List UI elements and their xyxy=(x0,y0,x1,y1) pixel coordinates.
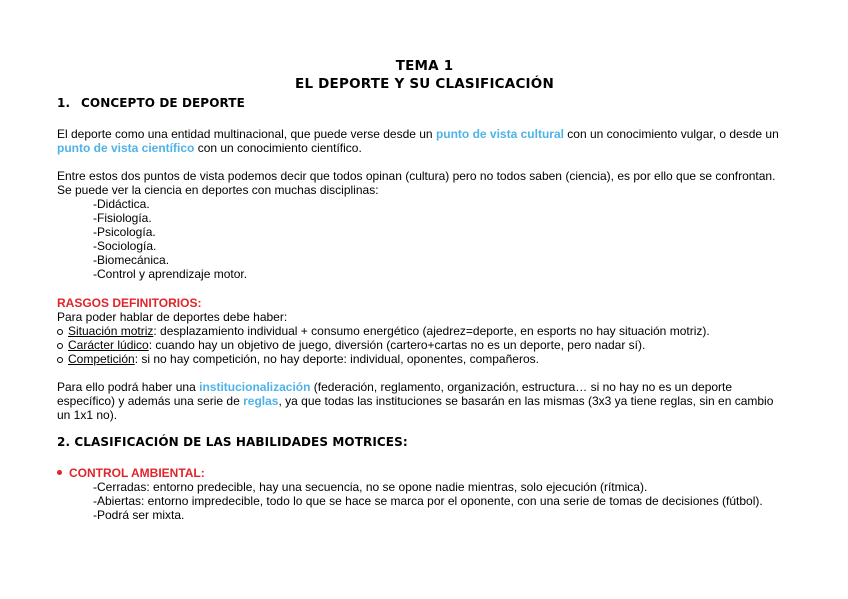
rasgo-item xyxy=(57,338,645,352)
p3-highlight-reglas: reglas xyxy=(243,394,279,408)
discipline-item: -Sociología. xyxy=(93,239,157,253)
p1-line1 xyxy=(57,127,779,141)
p1-text-c: con un conocimiento científico. xyxy=(194,141,362,155)
p3-text-a: Para ello podrá haber una xyxy=(57,380,200,394)
control-item: -Podrá ser mixta. xyxy=(93,508,185,522)
circle-bullet-icon xyxy=(57,357,63,363)
rasgos-intro: Para poder hablar de deportes debe haber: xyxy=(57,310,288,324)
control-heading xyxy=(57,466,205,480)
discipline-item: -Fisiología. xyxy=(93,211,152,225)
p3-text-d: , ya que todas las instituciones se basarán en las mismas (3x3 ya tiene reglas, sin en cambio xyxy=(278,394,774,408)
rasgo-text: : cuando hay un objetivo de juego, diversión (cartero+cartas no es un deporte, pero nadar sí). xyxy=(148,338,646,352)
p3-text-c: específico) y además una serie de xyxy=(57,394,244,408)
circle-bullet-icon xyxy=(57,329,63,335)
discipline-item: -Control y aprendizaje motor. xyxy=(93,267,248,281)
p2-line1: Entre estos dos puntos de vista podemos decir que todos opinan (cultura) pero no todos saben (ciencia), es por ello que se confrontan. xyxy=(57,169,776,183)
section1-heading: CONCEPTO DE DEPORTE xyxy=(81,96,245,110)
section1-number: 1. xyxy=(57,96,71,110)
p2-line2: Se puede ver la ciencia en deportes con muchas disciplinas: xyxy=(57,183,379,197)
rasgo-term: Carácter lúdico xyxy=(68,338,149,352)
discipline-item: -Didáctica. xyxy=(93,197,150,211)
rasgo-term: Competición xyxy=(68,352,135,366)
p1-text-b: con un conocimiento vulgar, o desde un xyxy=(563,127,779,141)
control-item: -Abiertas: entorno impredecible, todo lo que se hace se marca por el oponente, con una serie de tomas de decisiones (fútbol). xyxy=(93,494,763,508)
control-heading-label: CONTROL AMBIENTAL: xyxy=(69,466,205,480)
p1-line2 xyxy=(57,141,362,155)
rasgo-text: : si no hay competición, no hay deporte: individual, oponentes, compañeros. xyxy=(134,352,539,366)
discipline-item: -Psicología. xyxy=(93,225,156,239)
p3-line3: un 1x1 no). xyxy=(57,408,118,422)
doc-title-line1: TEMA 1 xyxy=(395,58,454,74)
rasgo-item xyxy=(57,324,710,338)
p3-line2 xyxy=(57,394,773,408)
rasgo-text: : desplazamiento individual + consumo energético (ajedrez=deporte, en esports no hay situación motriz). xyxy=(153,324,710,338)
discipline-item: -Biomecánica. xyxy=(93,253,170,267)
control-item: -Cerradas: entorno predecible, hay una secuencia, no se opone nadie mientras, solo ejecución (rítmica). xyxy=(93,480,648,494)
red-bullet-icon xyxy=(57,470,62,475)
section2-heading: 2. CLASIFICACIÓN DE LAS HABILIDADES MOTRICES: xyxy=(57,435,408,449)
rasgo-term: Situación motriz xyxy=(68,324,154,338)
p3-line1 xyxy=(57,380,732,394)
p1-highlight-cientifico: punto de vista científico xyxy=(57,141,195,155)
p1-text-a: El deporte como una entidad multinacional, que puede verse desde un xyxy=(57,127,436,141)
rasgo-item xyxy=(57,352,539,366)
p1-highlight-cultural: punto de vista cultural xyxy=(435,127,564,141)
circle-bullet-icon xyxy=(57,343,63,349)
doc-title-line2: EL DEPORTE Y SU CLASIFICACIÓN xyxy=(295,76,554,92)
p3-highlight-institucionalizacion: institucionalización xyxy=(199,380,311,394)
p3-text-b: (federación, reglamento, organización, estructura… si no hay no es un deporte xyxy=(310,380,733,394)
rasgos-heading: RASGOS DEFINITORIOS: xyxy=(57,296,202,310)
